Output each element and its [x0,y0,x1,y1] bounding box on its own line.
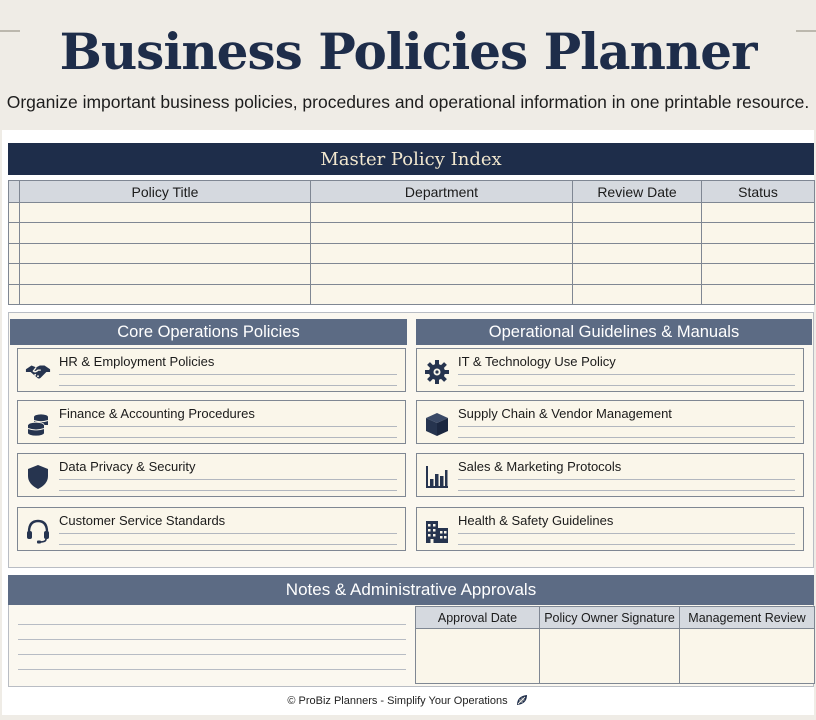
policy-box-label: Customer Service Standards [59,513,226,528]
gear-icon [424,360,450,384]
approval-date-cell[interactable] [416,629,540,684]
guidelines-heading: Operational Guidelines & Manuals [416,319,812,345]
master-index-header-row [9,181,815,203]
table-row [9,284,815,304]
column-header-management-review: Management Review [680,607,815,629]
policy-box-label: Data Privacy & Security [59,459,196,474]
table-row [416,629,815,684]
status-cell[interactable] [702,243,815,263]
writing-line [458,479,795,480]
page-title: Business Policies Planner [59,22,757,81]
notes-heading: Notes & Administrative Approvals [8,575,814,605]
writing-line [458,374,795,375]
row-marker-cell [9,264,20,284]
writing-line [59,479,397,480]
writing-line [59,533,397,534]
policy-box-customer-service[interactable] [17,507,406,551]
writing-line [59,437,397,438]
writing-line [458,426,795,427]
handshake-icon [25,360,51,384]
column-header-owner-signature: Policy Owner Signature [540,607,680,629]
row-marker-cell [9,223,20,243]
status-cell[interactable] [702,264,815,284]
master-index-heading: Master Policy Index [8,143,814,175]
table-row [9,264,815,284]
review-date-cell[interactable] [573,284,702,304]
bar-chart-icon [424,465,450,489]
table-row [9,223,815,243]
column-header-review-date: Review Date [573,181,702,203]
policy-box-label: Sales & Marketing Protocols [458,459,622,474]
policy-box-hr[interactable] [17,348,406,392]
footer-text: © ProBiz Planners - Simplify Your Operations [287,695,508,707]
policy-box-finance[interactable] [17,400,406,444]
table-row [9,203,815,223]
column-header-status: Status [702,181,815,203]
status-cell[interactable] [702,203,815,223]
footer [0,693,816,710]
policy-title-cell[interactable] [20,223,311,243]
review-date-cell[interactable] [573,223,702,243]
column-header-policy-title: Policy Title [20,181,311,203]
writing-line [458,437,795,438]
shield-icon [25,465,51,489]
policy-title-cell[interactable] [20,284,311,304]
policy-box-supply-chain[interactable] [416,400,804,444]
notes-line[interactable] [18,624,406,625]
review-date-cell[interactable] [573,203,702,223]
writing-line [458,544,795,545]
department-cell[interactable] [311,264,573,284]
policy-box-label: HR & Employment Policies [59,354,215,369]
policy-box-label: Finance & Accounting Procedures [59,406,255,421]
policy-box-it[interactable] [416,348,804,392]
policy-title-cell[interactable] [20,243,311,263]
policy-title-cell[interactable] [20,264,311,284]
page-subtitle: Organize important business policies, procedures and operational information in one printable resource. [6,92,810,112]
writing-line [59,544,397,545]
building-icon [424,519,450,543]
writing-line [59,490,397,491]
row-marker-cell [9,284,20,304]
table-row [9,243,815,263]
column-header-approval-date: Approval Date [416,607,540,629]
notes-line[interactable] [18,639,406,640]
core-operations-heading: Core Operations Policies [10,319,407,345]
review-date-cell[interactable] [573,264,702,284]
writing-line [458,385,795,386]
writing-line [59,374,397,375]
department-cell[interactable] [311,243,573,263]
department-cell[interactable] [311,203,573,223]
policy-box-data-privacy[interactable] [17,453,406,497]
policy-box-label: IT & Technology Use Policy [458,354,616,369]
policy-box-health-safety[interactable] [416,507,804,551]
management-review-cell[interactable] [680,629,815,684]
row-marker-cell [9,203,20,223]
coins-icon [25,412,51,436]
writing-line [59,426,397,427]
row-marker-cell [9,243,20,263]
department-cell[interactable] [311,284,573,304]
leaf-icon [515,693,529,710]
notes-line[interactable] [18,669,406,670]
status-cell[interactable] [702,223,815,243]
department-cell[interactable] [311,223,573,243]
review-date-cell[interactable] [573,243,702,263]
column-header-department: Department [311,181,573,203]
notes-line[interactable] [18,654,406,655]
writing-line [59,385,397,386]
writing-line [458,533,795,534]
master-index-table [8,180,815,305]
status-cell[interactable] [702,284,815,304]
policy-box-sales[interactable] [416,453,804,497]
writing-line [458,490,795,491]
box-icon [424,412,450,436]
policy-box-label: Supply Chain & Vendor Management [458,406,672,421]
policy-box-label: Health & Safety Guidelines [458,513,614,528]
approvals-table [415,606,815,684]
approvals-header-row [416,607,815,629]
column-header-marker [9,181,20,203]
policy-title-cell[interactable] [20,203,311,223]
owner-signature-cell[interactable] [540,629,680,684]
headset-icon [25,519,51,543]
